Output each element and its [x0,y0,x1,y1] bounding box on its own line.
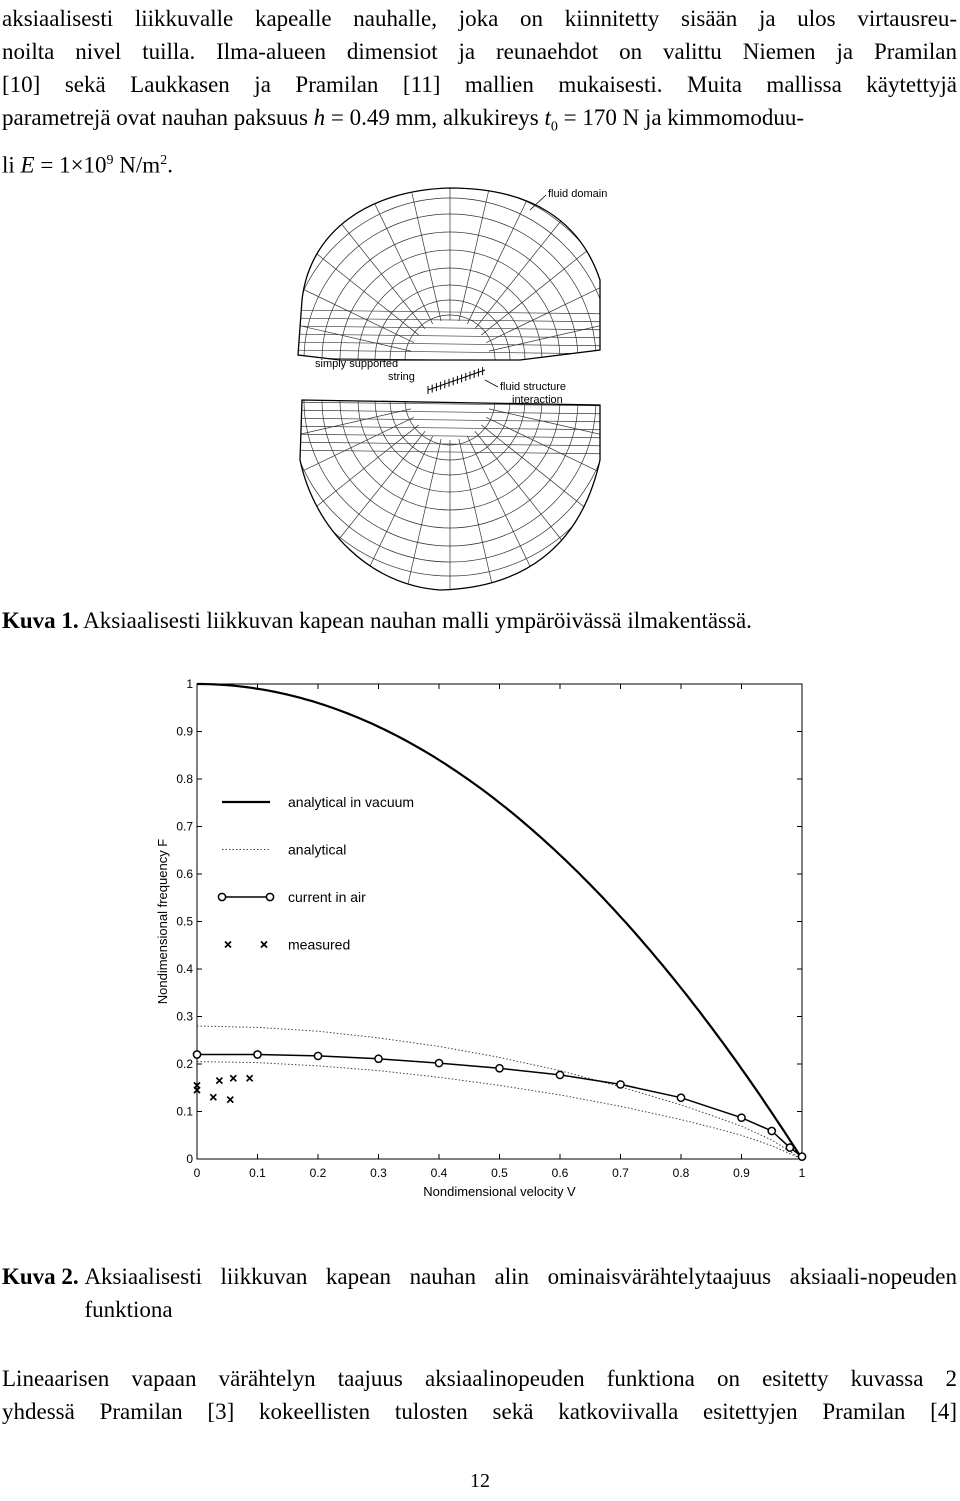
figure2-caption-label: Kuva 2. [2,1264,85,1289]
intro-line-2: noilta nivel tuilla. Ilma-alueen dimensiot ja reunaehdot on valittu Niemen ja Pramilan [2,39,957,64]
chart-legend [218,794,414,953]
measured-point [227,1097,233,1103]
mesh-arc [280,184,626,360]
mesh-line [294,235,419,335]
mesh-arc [405,315,495,360]
intro-line-3: [10] sekä Laukkasen ja Pramilan [11] mallien mukaisesti. Muita mallissa käytettyjä [2,72,957,97]
mesh-line [280,426,620,430]
figure2-caption-text: Aksiaalisesti liikkuvan kapean nauhan alin ominaisvärähtelytaajuus aksiaali-nopeuden funktiona [84,1264,957,1322]
x-tick-label: 0.6 [551,1166,569,1180]
figure2-chart [150,670,820,1205]
measured-point [216,1078,222,1084]
mesh-line [325,204,425,329]
x-tick-label: 0.7 [612,1166,629,1180]
mesh-line [481,425,606,525]
current-in-air-point [617,1081,624,1088]
x-tick-label: 1 [798,1166,806,1180]
outro-line-1: Lineaarisen vapaan värähtelyn taajuus aksiaalinopeuden funktiona on esitetty kuvassa 2 [2,1366,957,1391]
current-in-air-point [375,1055,382,1062]
series-line-dotted-upper [197,1026,802,1159]
intro-line-5: li $E = 1\times 10^9$ $N/m^2$. [2,152,173,178]
y-tick-label: 0.8 [176,772,193,786]
chart-axes [176,677,805,1180]
current-in-air-point [556,1071,563,1078]
intro-paragraph [2,2,957,181]
legend-marker [218,893,225,900]
mesh-line [405,180,441,321]
mesh-line [280,334,620,338]
y-tick-label: 0.1 [176,1104,193,1119]
mesh-line [489,409,640,445]
current-in-air-point [496,1065,503,1072]
x-tick-label: 0 [193,1166,201,1180]
figure2-caption [2,1260,957,1326]
y-tick-label: 0.5 [176,914,193,929]
x-tick-label: 0.5 [491,1166,508,1180]
intro-line-4: parametrejä ovat nauhan paksuus h = 0.49 mm, alkukireys $t_0 = 170$ N ja kimmomoduu- [2,105,805,135]
mesh-line [280,342,620,346]
mesh-line [280,326,620,330]
y-tick-label: 0 [186,1152,193,1166]
y-tick-label: 0.7 [176,819,193,834]
measured-point [210,1094,216,1100]
x-tick-label: 0.2 [309,1166,327,1180]
chart-x-axis-label: Nondimensional velocity V [423,1184,576,1199]
legend-label: current in air [288,889,366,905]
current-in-air-point [677,1094,684,1101]
series-line-solid [197,684,802,1159]
x-tick-label: 0.3 [370,1166,387,1180]
mesh-line [481,235,606,335]
chart-frame [197,684,802,1159]
legend-marker [225,942,231,948]
outro-paragraph [2,1362,957,1428]
mesh-line [459,180,495,321]
upper-fluid-block [280,180,640,362]
x-tick-label: 0.8 [672,1166,690,1180]
label-fluid-domain: fluid domain [548,188,608,200]
leader-fsi [485,380,498,387]
x-tick-label: 0.1 [249,1166,266,1180]
current-in-air-point [768,1127,775,1134]
outro-line-2: yhdessä Pramilan [3] kokeellisten tulosten sekä katkoviivalla esitettyjen Pramilan [4] [2,1399,957,1424]
y-tick-label: 0.4 [176,962,193,976]
series-line-dotted-lower [197,1062,802,1159]
y-tick-label: 0.2 [176,1057,193,1071]
measured-point [247,1075,253,1081]
chart-y-axis-label: Nondimensional frequency F [155,838,170,1005]
mesh-line [486,417,630,486]
lower-fluid-block [280,400,640,595]
legend-label: measured [288,936,351,953]
label-simply-supported: simply supported [315,358,399,370]
intro-line-1: aksiaalisesti liikkuvalle kapealle nauhalle, joka on kiinnitetty sisään ja ulos virtausreu- [2,6,957,31]
y-tick-label: 0.3 [176,1009,193,1024]
y-tick-label: 0.9 [176,724,193,739]
current-in-air-point [786,1144,793,1151]
current-in-air-point [193,1051,200,1058]
current-in-air-point [798,1153,805,1160]
legend-marker [266,893,273,900]
legend-label: analytical [288,841,347,858]
label-string: string [388,371,415,383]
mesh-line [294,425,419,525]
mesh-line [280,418,620,422]
label-interaction: interaction [512,394,563,406]
label-fluid-structure: fluid structure [500,381,567,393]
current-in-air-point [314,1052,321,1059]
current-in-air-point [738,1114,745,1121]
legend-label: analytical in vacuum [288,794,415,810]
mesh-line [486,273,630,342]
mesh-line [280,410,620,414]
chart-plot-area [193,684,805,1160]
figure1-mesh [280,180,640,595]
current-in-air-point [254,1051,261,1058]
y-tick-label: 1 [186,677,193,691]
x-tick-label: 0.4 [430,1166,448,1180]
measured-point [230,1075,236,1081]
page-number: 12 [470,1470,490,1492]
legend-marker [261,942,267,948]
x-tick-label: 0.9 [733,1166,750,1180]
y-tick-label: 0.6 [176,867,193,881]
string-elements [428,367,485,394]
mesh-line [363,180,432,324]
current-in-air-point [435,1059,442,1066]
mesh-arc [405,400,495,445]
mesh-line [280,434,620,438]
figure1-caption: Kuva 1. Aksiaalisesti liikkuvan kapean nauhan malli ympäröivässä ilmakentässä. [2,608,752,633]
